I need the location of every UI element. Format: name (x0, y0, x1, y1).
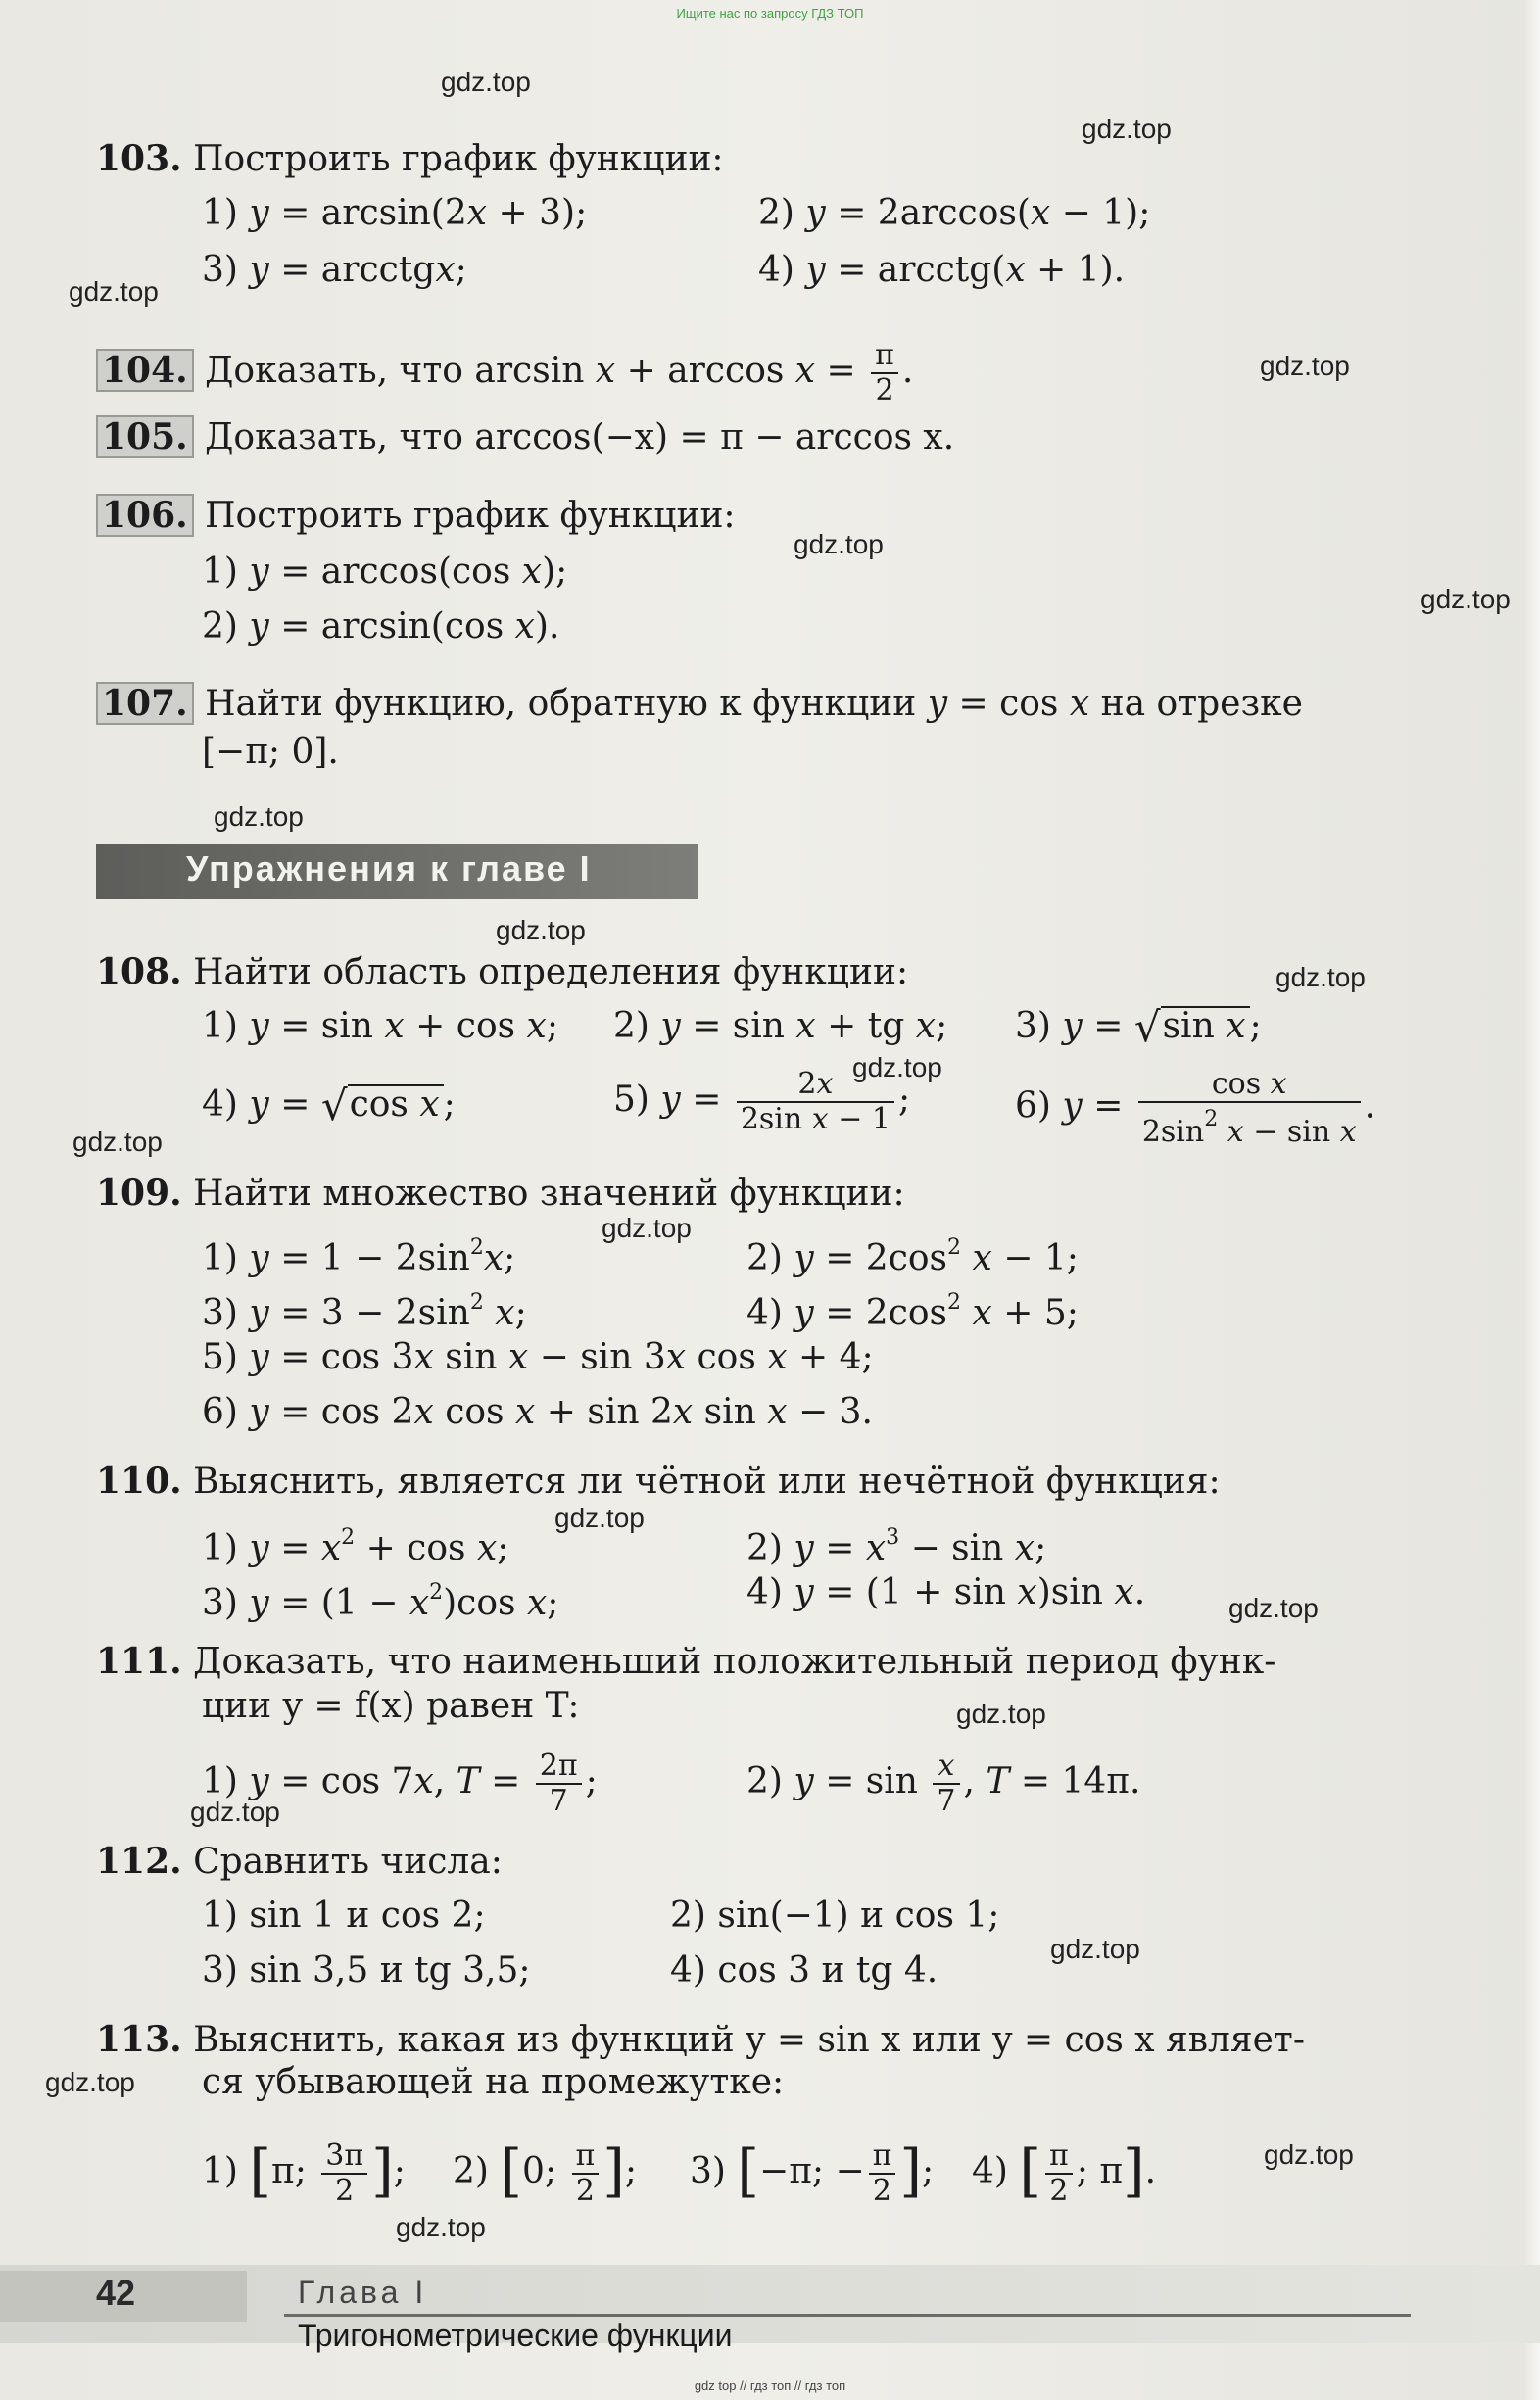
watermark: gdz.top (554, 1503, 645, 1533)
exercise-text: Доказать, что arcsin (205, 351, 585, 391)
formula: 2) sin(−1) и cos 1; (670, 1896, 1000, 1936)
watermark: gdz.top (1050, 1934, 1140, 1964)
exercise-number: 107. (96, 682, 194, 725)
chapter-subtitle: Тригонометрические функции (298, 2318, 733, 2353)
formula: 1) y = sin x + cos x; (202, 1006, 558, 1046)
formula: 1) $y = 1 - 2\sin^2x$; (202, 1235, 516, 1278)
formula: 3) $y = (1 - x^2)\cos$ x; (202, 1580, 559, 1623)
formula: 2) $y = x^3 - \sin x$; (746, 1525, 1047, 1568)
exercise-105 (96, 415, 954, 459)
formula: 2) y = 2arccos(x − 1); (758, 193, 1151, 233)
watermark: gdz.top (1264, 2139, 1354, 2170)
formula: 2) y = sin x + tg x; (613, 1006, 948, 1046)
formula: 4) y = arcctg(x + 1). (758, 250, 1126, 290)
formula: 1) $y = x^2 + \cos x$; (202, 1525, 509, 1568)
formula: 2) [0; $\frac{\pi}{2}$ ]; (453, 2137, 638, 2208)
formula: 4) y = (1 + sin x)sin x. (746, 1572, 1146, 1612)
watermark: gdz.top (602, 1213, 692, 1243)
watermark: gdz.top (1082, 114, 1172, 144)
watermark: gdz.top (1228, 1593, 1319, 1623)
formula: 5) y = $\frac{2x}{\text{2sin x − 1}}$ ; (613, 1067, 911, 1136)
exercise-text: Выяснить, является ли чётной или нечётной функция: (193, 1462, 1221, 1502)
exercise-110 (96, 1460, 1221, 1504)
formula: 4) $y = 2\cos^2$ x + 5; (746, 1290, 1079, 1333)
exercise-text: на отрезке (1100, 684, 1303, 724)
formula: 2) y = sin $\frac{x}{7}$ , T = 14π. (746, 1749, 1141, 1818)
exercise-103 (96, 137, 724, 181)
exercise-113 (96, 2018, 1305, 2062)
watermark: gdz.top (214, 801, 304, 832)
exercise-107: 107. Найти функцию, обратную к функции y = cos x на отрезке (96, 682, 1303, 726)
exercise-104: 104. Доказать, что arcsin x + arccos x = $\frac{\pi}{2}$ . (96, 339, 913, 408)
exercise-108 (96, 950, 908, 994)
exercise-number: 106. (96, 494, 194, 537)
exercise-number: 109. (96, 1173, 182, 1214)
page-number: 42 (96, 2273, 136, 2313)
exercise-text: Найти множество значений функции: (193, 1174, 905, 1214)
formula: 3) $y = 3 - 2\sin^2$ x; (202, 1290, 527, 1333)
exercise-text: Доказать, что arccos(−x) = π − arccos x. (205, 417, 955, 457)
watermark: gdz.top (1260, 351, 1350, 381)
exercise-number: 113. (96, 2019, 182, 2060)
formula: 6) y = cos 2x cos x + sin 2x sin x − 3. (202, 1392, 873, 1432)
watermark: gdz.top (69, 276, 159, 307)
formula: 1) y = arccos(cos x); (202, 552, 568, 592)
exercise-number: 112. (96, 1841, 182, 1882)
exercise-number: 111. (96, 1641, 182, 1682)
exercise-number: 110. (96, 1461, 182, 1502)
formula: 3) sin 3,5 и tg 3,5; (202, 1950, 531, 1991)
footer-divider (284, 2314, 1411, 2317)
watermark: gdz.top (1420, 584, 1511, 614)
formula: 4) cos 3 и tg 4. (670, 1950, 938, 1991)
formula: 5) y = cos 3x sin x − sin 3x cos x + 4; (202, 1337, 874, 1377)
exercise-number: 104. (96, 349, 194, 392)
exercise-number: 103. (96, 138, 182, 179)
formula: 1) sin 1 и cos 2; (202, 1896, 486, 1936)
top-note: Ищите нас по запросу ГДЗ ТОП (676, 6, 864, 21)
page-edge (1522, 0, 1540, 2400)
formula: 2) y = arcsin(cos x). (202, 606, 560, 647)
formula: 1) y = arcsin(2x + 3); (202, 193, 588, 233)
interval: [−π; 0]. (202, 732, 339, 772)
formula: 1) y = cos 7x, T = $\frac{2\pi}{7}$ ; (202, 1749, 598, 1818)
section-title: Упражнения к главе I (186, 848, 592, 888)
exercise-111 (96, 1640, 1275, 1684)
watermark: gdz.top (72, 1127, 163, 1157)
formula: 6) y = $\frac{\text{cos x}}{2\sin^2 x - \sin x}$ . (1015, 1067, 1376, 1149)
exercise-text: Найти область определения функции: (193, 952, 909, 992)
exercise-text: Построить график функции: (193, 139, 724, 179)
fraction: $\frac{\pi}{2}$ (871, 339, 898, 408)
exercise-text: Сравнить числа: (193, 1842, 503, 1882)
watermark: gdz.top (852, 1052, 942, 1082)
watermark: gdz.top (441, 67, 531, 97)
watermark: gdz.top (794, 529, 884, 559)
exercise-number: 108. (96, 951, 182, 992)
exercise-text-cont: ции y = f(x) равен T: (202, 1686, 580, 1726)
formula: 3) [−π; − $\frac{\pi}{2}$ ]; (690, 2137, 935, 2208)
exercise-109 (96, 1172, 905, 1216)
exercise-text: Доказать, что наименьший положительный период функ- (193, 1642, 1276, 1682)
exercise-number: 105. (96, 415, 194, 458)
bottom-note: gdz top // гдз топ // гдз топ (694, 2378, 846, 2393)
watermark: gdz.top (496, 915, 586, 945)
formula: 2) $y = 2\cos^2$ x − 1; (746, 1235, 1079, 1278)
exercise-112 (96, 1840, 503, 1884)
chapter-label: Глава I (298, 2275, 428, 2310)
formula: 3) y = arcctgx; (202, 250, 467, 290)
formula: 1) [π; $\frac{3\pi}{2}$ ]; (202, 2137, 406, 2208)
watermark: gdz.top (1275, 962, 1366, 992)
exercise-text: Построить график функции: (205, 496, 736, 536)
formula: 3) y = √sin x ; (1015, 1003, 1262, 1051)
watermark: gdz.top (190, 1797, 280, 1827)
formula: 4) y = √cos x ; (202, 1081, 456, 1129)
exercise-106 (96, 494, 736, 538)
watermark: gdz.top (396, 2212, 486, 2242)
watermark: gdz.top (45, 2067, 135, 2097)
watermark: gdz.top (956, 1699, 1046, 1729)
exercise-text: Выяснить, какая из функций y = sin x или y = cos x являет- (193, 2020, 1305, 2060)
formula: 4) [ $\frac{\pi}{2}$ ; π]. (972, 2137, 1157, 2208)
exercise-text: Найти функцию, обратную к функции (205, 684, 917, 724)
exercise-text-cont: ся убывающей на промежутке: (202, 2062, 785, 2102)
